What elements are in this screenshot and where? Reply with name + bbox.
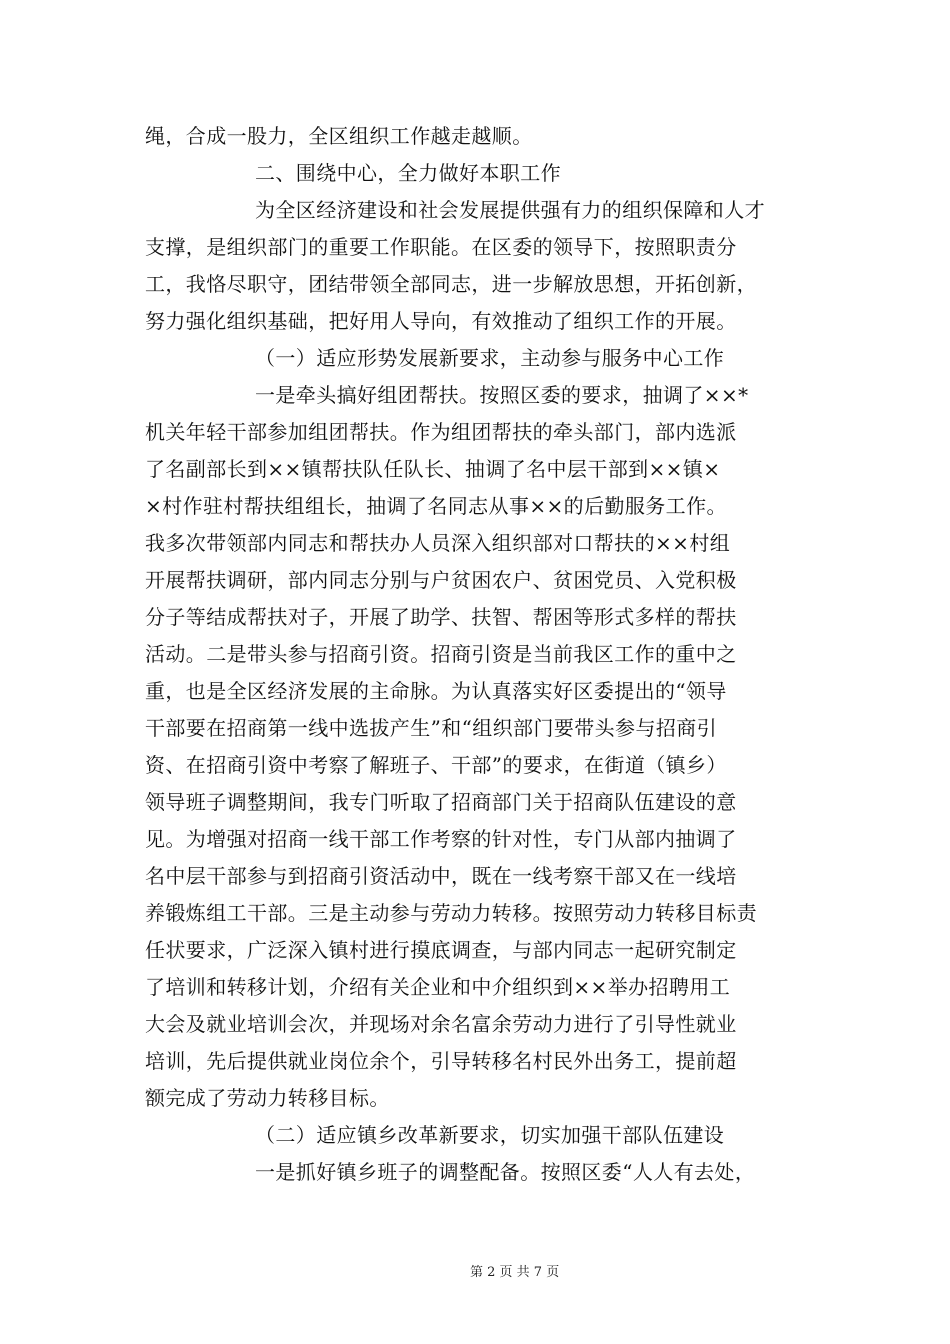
body-line: 领导班子调整期间，我专门听取了招商部门关于招商队伍建设的意 bbox=[145, 790, 737, 814]
section-heading: 二、围绕中心，全力做好本职工作 bbox=[255, 161, 561, 185]
body-line: 名中层干部参与到招商引资活动中，既在一线考察干部又在一线培 bbox=[145, 864, 737, 888]
body-line: 支撑，是组织部门的重要工作职能。在区委的领导下，按照职责分 bbox=[145, 235, 737, 259]
body-line: 努力强化组织基础，把好用人导向，有效推动了组织工作的开展。 bbox=[145, 309, 737, 333]
paragraph-first-line: 一是牵头搞好组团帮扶。按照区委的要求，抽调了××* bbox=[255, 383, 749, 407]
body-line: 了培训和转移计划，介绍有关企业和中介组织到××举办招聘用工 bbox=[145, 975, 731, 999]
body-line: 大会及就业培训会次，并现场对余名富余劳动力进行了引导性就业 bbox=[145, 1012, 737, 1036]
body-line: 机关年轻干部参加组团帮扶。作为组团帮扶的牵头部门，部内选派 bbox=[145, 420, 737, 444]
subsection-heading: （一）适应形势发展新要求，主动参与服务中心工作 bbox=[255, 346, 725, 370]
body-line: 培训，先后提供就业岗位余个，引导转移名村民外出务工，提前超 bbox=[145, 1049, 737, 1073]
body-line: 额完成了劳动力转移目标。 bbox=[145, 1086, 390, 1110]
body-line: 重，也是全区经济发展的主命脉。为认真落实好区委提出的“领导 bbox=[145, 679, 727, 703]
body-line: 见。为增强对招商一线干部工作考察的针对性，专门从部内抽调了 bbox=[145, 827, 737, 851]
document-body bbox=[145, 118, 817, 1191]
body-line: 干部要在招商第一线中选拔产生”和“组织部门要带头参与招商引 bbox=[145, 716, 718, 740]
body-line: 绳，合成一股力，全区组织工作越走越顺。 bbox=[145, 124, 533, 148]
body-line: 分子等结成帮扶对子，开展了助学、扶智、帮困等形式多样的帮扶 bbox=[145, 605, 737, 629]
body-line: 任状要求，广泛深入镇村进行摸底调查，与部内同志一起研究制定 bbox=[145, 938, 737, 962]
paragraph-first-line: 为全区经济建设和社会发展提供强有力的组织保障和人才 bbox=[255, 198, 765, 222]
body-line: 开展帮扶调研，部内同志分别与户贫困农户、贫困党员、入党积极 bbox=[145, 568, 737, 592]
body-line: 了名副部长到××镇帮扶队任队长、抽调了名中层干部到××镇× bbox=[145, 457, 721, 481]
page-number: 第 2 页 共 7 页 bbox=[470, 1265, 560, 1280]
body-line: 工，我恪尽职守，团结带领全部同志，进一步解放思想，开拓创新， bbox=[145, 272, 757, 296]
body-line: 养锻炼组工干部。三是主动参与劳动力转移。按照劳动力转移目标责 bbox=[145, 901, 757, 925]
subsection-heading: （二）适应镇乡改革新要求，切实加强干部队伍建设 bbox=[255, 1123, 725, 1147]
body-line: 资、在招商引资中考察了解班子、干部”的要求，在街道（镇乡） bbox=[145, 753, 727, 777]
body-line: 我多次带领部内同志和帮扶办人员深入组织部对口帮扶的××村组 bbox=[145, 531, 731, 555]
paragraph-first-line: 一是抓好镇乡班子的调整配备。按照区委“人人有去处， bbox=[255, 1160, 756, 1184]
page-footer bbox=[0, 1261, 950, 1280]
body-line: ×村作驻村帮扶组组长，抽调了名同志从事××的后勤服务工作。 bbox=[145, 494, 727, 518]
body-line: 活动。二是带头参与招商引资。招商引资是当前我区工作的重中之 bbox=[145, 642, 737, 666]
